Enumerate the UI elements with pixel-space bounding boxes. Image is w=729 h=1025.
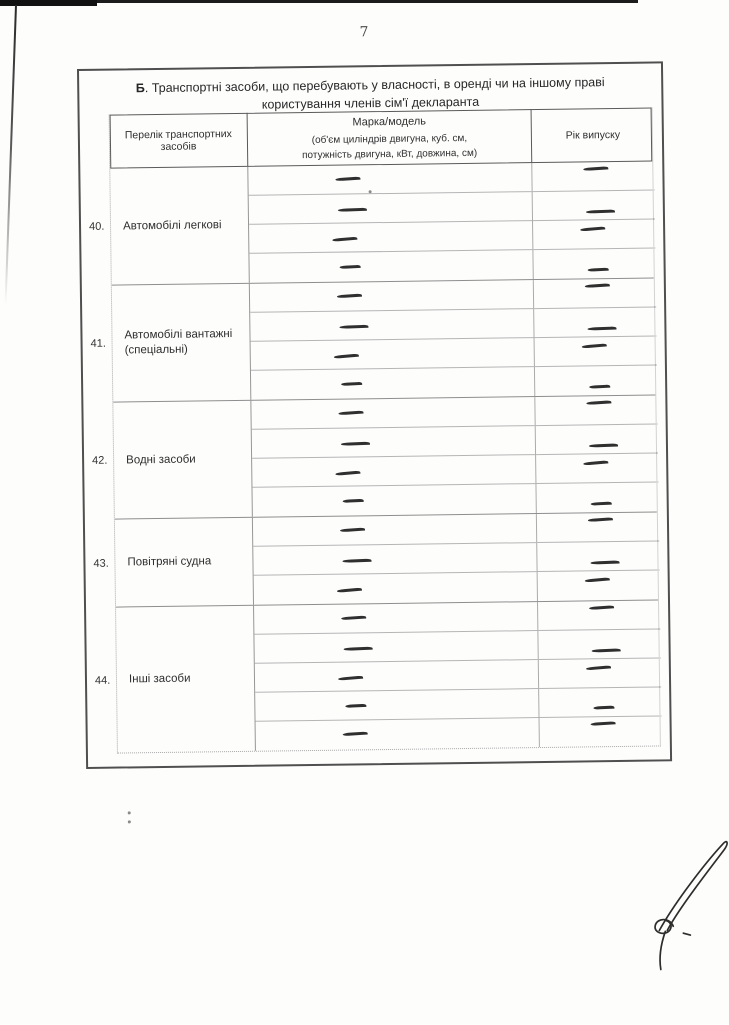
empty-entry-cell [250, 280, 533, 313]
empty-entry-cell [533, 190, 655, 221]
empty-entry-cell [249, 250, 532, 283]
make-model-cell-column [248, 163, 533, 283]
row-number: 40. [88, 220, 105, 233]
handwritten-dash-mark [593, 706, 614, 710]
handwritten-dash-mark [580, 226, 605, 231]
empty-entry-cell [538, 570, 660, 601]
signature-dot [683, 933, 690, 935]
table-body [88, 162, 660, 753]
handwritten-dash-mark [343, 499, 364, 503]
empty-entry-cell [249, 192, 532, 225]
handwritten-dash-mark [583, 460, 608, 465]
empty-entry-cell [250, 309, 533, 342]
scan-speck [128, 811, 131, 814]
header-make-model-line1: Марка/модель [352, 114, 427, 128]
empty-entry-cell [536, 424, 658, 455]
section-title-line1: Б. Транспортні засоби, що перебувають у власності, в оренді чи на іншому праві [135, 75, 605, 96]
row-label: Водні засоби [113, 401, 253, 519]
handwritten-dash-mark [339, 324, 368, 328]
empty-entry-cell [253, 514, 536, 547]
year-cell-column [534, 278, 658, 396]
empty-entry-cell [255, 660, 538, 693]
handwritten-dash-mark [341, 441, 370, 445]
handwritten-dash-mark [591, 648, 620, 652]
empty-entry-cell [251, 397, 534, 430]
handwritten-dash-mark [588, 443, 617, 447]
handwritten-dash-mark [589, 385, 610, 389]
row-label: Інші засоби [116, 606, 256, 753]
vehicles-table [88, 108, 661, 754]
table-row-group [88, 162, 653, 285]
section-letter: Б [135, 81, 145, 96]
handwritten-dash-mark [337, 588, 362, 593]
handwritten-dash-mark [335, 176, 360, 181]
handwritten-dash-mark [337, 293, 362, 298]
handwritten-dash-mark [341, 382, 362, 386]
handwritten-dash-mark [583, 166, 608, 171]
empty-entry-cell [254, 572, 537, 605]
handwritten-dash-mark [340, 265, 361, 269]
empty-entry-cell [253, 543, 536, 576]
handwritten-dash-mark [590, 502, 611, 506]
empty-entry-cell [534, 278, 656, 309]
table-row-group [94, 599, 660, 752]
table-row-group [92, 394, 656, 518]
empty-entry-cell [255, 689, 538, 722]
handwritten-dash-mark [587, 517, 612, 522]
handwritten-dash-mark [586, 400, 611, 405]
scan-speck [128, 820, 131, 823]
row-number: 43. [93, 557, 109, 570]
handwritten-dash-mark [338, 207, 367, 211]
empty-entry-cell [252, 455, 535, 488]
empty-entry-cell [251, 338, 534, 371]
empty-entry-cell [248, 163, 531, 196]
row-number: 41. [90, 337, 106, 350]
handwritten-dash-mark [338, 410, 363, 415]
table-row-group [90, 278, 655, 402]
handwritten-dash-mark [335, 470, 360, 475]
empty-entry-cell [256, 718, 539, 751]
handwritten-dash-mark [343, 732, 368, 737]
make-model-cell-column [254, 602, 540, 751]
empty-entry-cell [251, 367, 534, 400]
handwritten-dash-mark [344, 646, 373, 650]
handwritten-dash-mark [340, 527, 365, 532]
handwritten-dash-mark [581, 343, 606, 348]
empty-entry-cell [536, 482, 658, 513]
make-model-cell-column [250, 280, 535, 400]
signature-loop [658, 842, 728, 931]
empty-entry-cell [534, 307, 656, 338]
page-number: 7 [359, 24, 369, 41]
row-number: 42. [92, 454, 108, 467]
handwritten-dash-mark [584, 283, 609, 288]
handwritten-dash-mark [585, 209, 614, 213]
handwritten-dash-mark [332, 236, 357, 241]
empty-entry-cell [539, 687, 661, 718]
handwritten-dash-mark [590, 560, 619, 564]
scan-speck [369, 190, 372, 193]
header-make-model [248, 109, 533, 167]
empty-entry-cell [252, 426, 535, 459]
make-model-cell-column [253, 514, 538, 605]
empty-entry-cell [537, 541, 659, 572]
handwritten-signature [606, 817, 729, 983]
empty-entry-cell [538, 600, 660, 631]
empty-entry-cell [249, 221, 532, 254]
empty-entry-cell [535, 365, 657, 396]
handwritten-dash-mark [334, 353, 359, 358]
table-header-row [110, 108, 653, 169]
header-make-model-line3: потужність двигуна, кВт, довжина, см) [302, 147, 478, 161]
empty-entry-cell [536, 453, 658, 484]
empty-entry-cell [254, 602, 537, 635]
row-label: Автомобілі легкові [110, 167, 250, 285]
table-row-group [93, 511, 658, 606]
year-cell-column [535, 395, 659, 513]
empty-entry-cell [540, 716, 662, 747]
handwritten-dash-mark [345, 703, 366, 707]
empty-entry-cell [252, 484, 535, 517]
section-title-line2: користування членів сім'ї декларанта [261, 94, 480, 112]
empty-entry-cell [535, 336, 657, 367]
signature-tail [660, 931, 666, 969]
handwritten-dash-mark [338, 675, 363, 680]
empty-entry-cell [533, 219, 655, 250]
empty-entry-cell [535, 395, 657, 426]
form-section-box [77, 61, 672, 769]
header-make-model-line2: (об'єм циліндрів двигуна, куб. см, [311, 132, 468, 146]
row-label: Повітряні судна [115, 518, 254, 607]
header-year: Рік випуску [565, 128, 621, 142]
row-number: 44. [94, 674, 111, 687]
empty-entry-cell [539, 658, 661, 689]
make-model-cell-column [251, 397, 536, 517]
header-vehicle-list: Перелік транспортних засобів [110, 113, 249, 169]
handwritten-dash-mark [590, 721, 615, 726]
empty-entry-cell [254, 631, 537, 664]
handwritten-dash-mark [342, 558, 371, 562]
handwritten-dash-mark [588, 605, 613, 610]
empty-entry-cell [537, 512, 659, 543]
handwritten-dash-mark [341, 615, 366, 620]
empty-entry-cell [533, 248, 655, 279]
empty-entry-cell [538, 629, 660, 660]
handwritten-dash-mark [587, 268, 608, 272]
year-cell-column [537, 512, 660, 601]
row-label: Автомобілі вантажні (спеціальні) [112, 284, 252, 402]
handwritten-dash-mark [584, 577, 609, 582]
year-cell-column [538, 600, 662, 747]
year-cell-column [532, 161, 656, 279]
handwritten-dash-mark [585, 665, 610, 670]
empty-entry-cell [532, 161, 654, 192]
handwritten-dash-mark [587, 326, 616, 330]
